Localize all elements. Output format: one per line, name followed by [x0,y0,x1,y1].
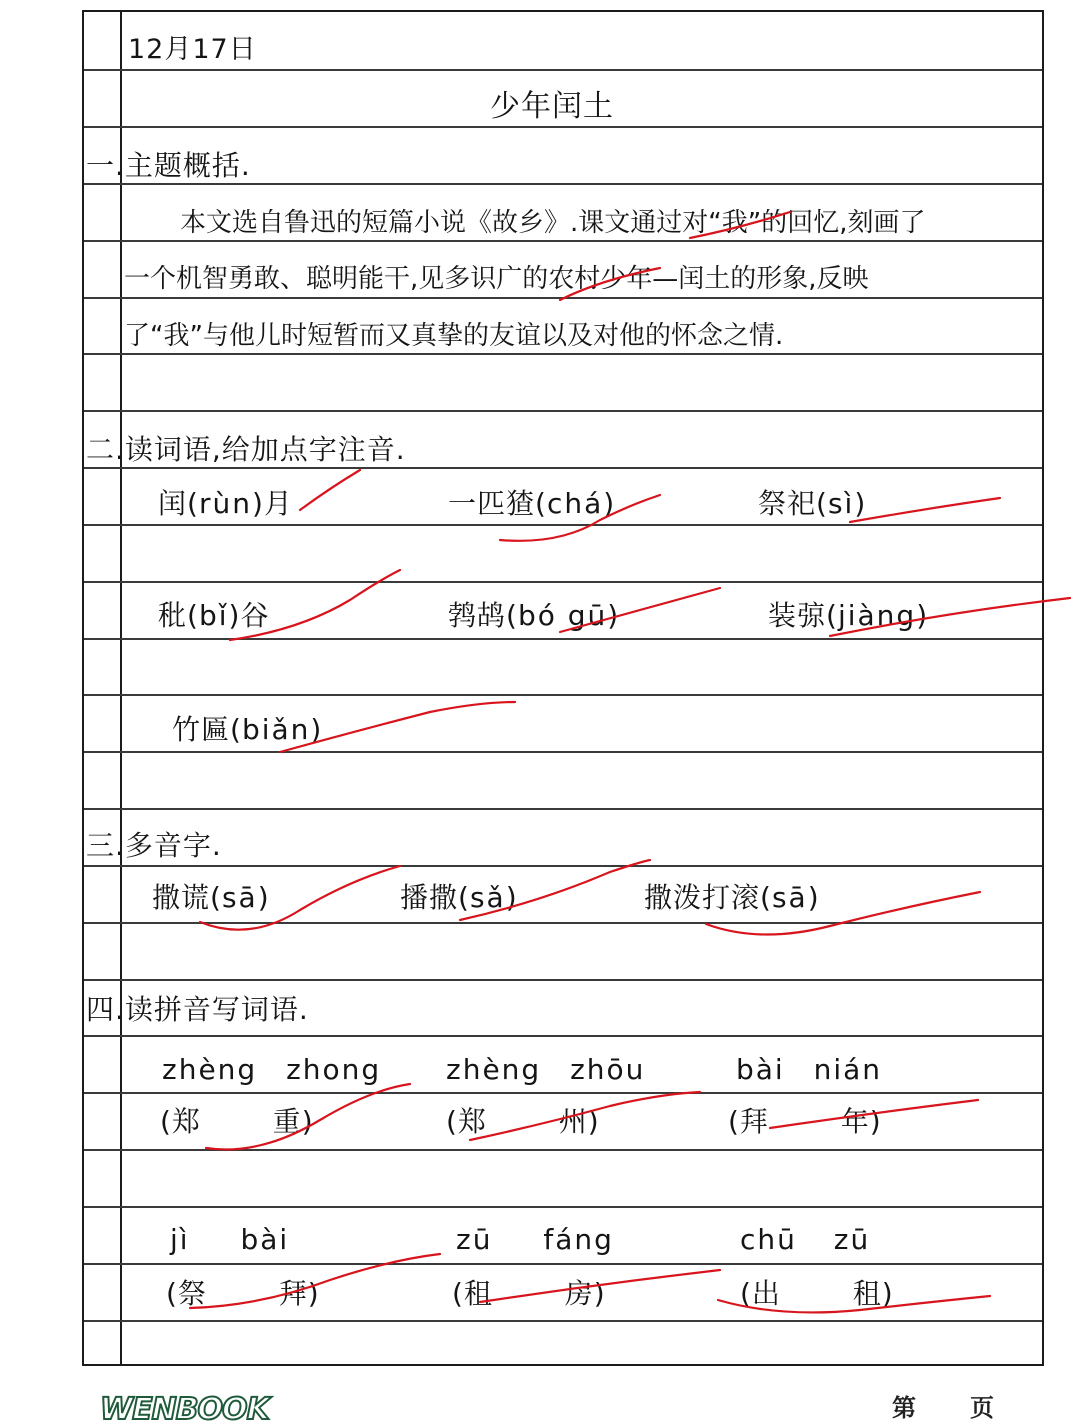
ruled-line [84,410,1042,412]
dictation-pinyin: chū zū [740,1223,871,1256]
word-pinyin: jiàng [837,599,917,632]
word-chars: 竹匾 [172,713,231,746]
dictation-answer: (拜 年) [728,1105,882,1138]
dictation-pinyin: zū fáng [456,1223,614,1256]
word-chars: 鹁鸪 [448,599,507,632]
ruled-line [84,467,1042,469]
word-chars: 闰 [158,487,188,520]
section-heading-polyphones: 三.多音字. [86,829,222,862]
word-item: 秕(bǐ)谷 [158,599,270,632]
dictation-pinyin: bài nián [736,1053,883,1086]
word-item: 装弶(jiàng) [768,599,929,632]
word-pinyin: biǎn [241,713,311,746]
word-pinyin: sì [827,487,855,520]
section-heading-dictation: 四.读拼音写词语. [86,993,309,1026]
word-chars: 装弶 [768,599,827,632]
word-chars: 祭祀 [758,487,817,520]
word-pinyin: bó gū [517,599,608,632]
page-label-prefix: 第 [892,1393,916,1422]
ruled-line [84,922,1042,924]
ruled-line [84,1035,1042,1037]
dictation-pinyin: zhèng zhōu [446,1053,646,1086]
polyphone-item: 撒谎(sā) [152,881,270,914]
word-item: 一匹猹(chá) [448,487,616,520]
word-chars: 撒泼打滚 [644,881,761,914]
left-margin-line [120,12,122,1364]
ruled-line [84,581,1042,583]
word-pinyin: rùn [198,487,252,520]
word-item: 闰(rùn)月 [158,487,293,520]
word-chars: 秕 [158,599,188,632]
word-pinyin: chá [546,487,604,520]
ruled-line [84,1320,1042,1322]
ruled-line [84,183,1042,185]
dictation-answer: (郑 州) [446,1105,600,1138]
ruled-line [84,297,1042,299]
word-pinyin: sā [771,881,808,914]
ruled-line [84,1149,1042,1151]
ruled-line [84,240,1042,242]
word-chars: 播撒 [400,881,459,914]
note-date: 12月17日 [128,34,257,65]
ruled-line [84,353,1042,355]
polyphone-item: 撒泼打滚(sā) [644,881,820,914]
page-label-suffix: 页 [970,1393,994,1422]
word-tail: 谷 [240,599,270,632]
ruled-line [84,126,1042,128]
wenbook-logo: WENBOOK [100,1392,269,1426]
word-pinyin: sā [221,881,258,914]
summary-line-3: 了“我”与他儿时短暂而又真挚的友谊以及对他的怀念之情. [124,321,784,351]
summary-line-2: 一个机智勇敢、聪明能干,见多识广的农村少年—闰土的形象,反映 [124,264,869,294]
word-tail: 月 [263,487,293,520]
ruled-line [84,524,1042,526]
ruled-line [84,638,1042,640]
dictation-pinyin: zhèng zhong [162,1053,382,1086]
polyphone-item: 播撒(sǎ) [400,881,518,914]
ruled-line [84,1092,1042,1094]
dictation-pinyin: jì bài [170,1223,290,1256]
ruled-line [84,808,1042,810]
word-pinyin: bǐ [198,599,229,632]
dictation-answer: (租 房) [452,1277,606,1310]
word-item: 鹁鸪(bó gū) [448,599,620,632]
ruled-line [84,979,1042,981]
word-chars: 撒谎 [152,881,211,914]
ruled-line [84,751,1042,753]
word-chars: 一匹猹 [448,487,536,520]
ruled-line [84,1263,1042,1265]
word-pinyin: sǎ [469,881,506,914]
section-heading-phonetics: 二.读词语,给加点字注音. [86,433,406,466]
section-heading-summary: 一.主题概括. [86,149,251,182]
lesson-title: 少年闰土 [490,89,614,124]
word-item: 祭祀(sì) [758,487,867,520]
word-item: 竹匾(biǎn) [172,713,323,746]
ruled-line [84,1206,1042,1208]
ruled-line [84,694,1042,696]
ruled-line [84,865,1042,867]
dictation-answer: (祭 拜) [166,1277,320,1310]
dictation-answer: (郑 重) [160,1105,314,1138]
dictation-answer: (出 租) [740,1277,894,1310]
ruled-line [84,69,1042,71]
summary-line-1: 本文选自鲁迅的短篇小说《故乡》.课文通过对“我”的回忆,刻画了 [180,208,926,238]
